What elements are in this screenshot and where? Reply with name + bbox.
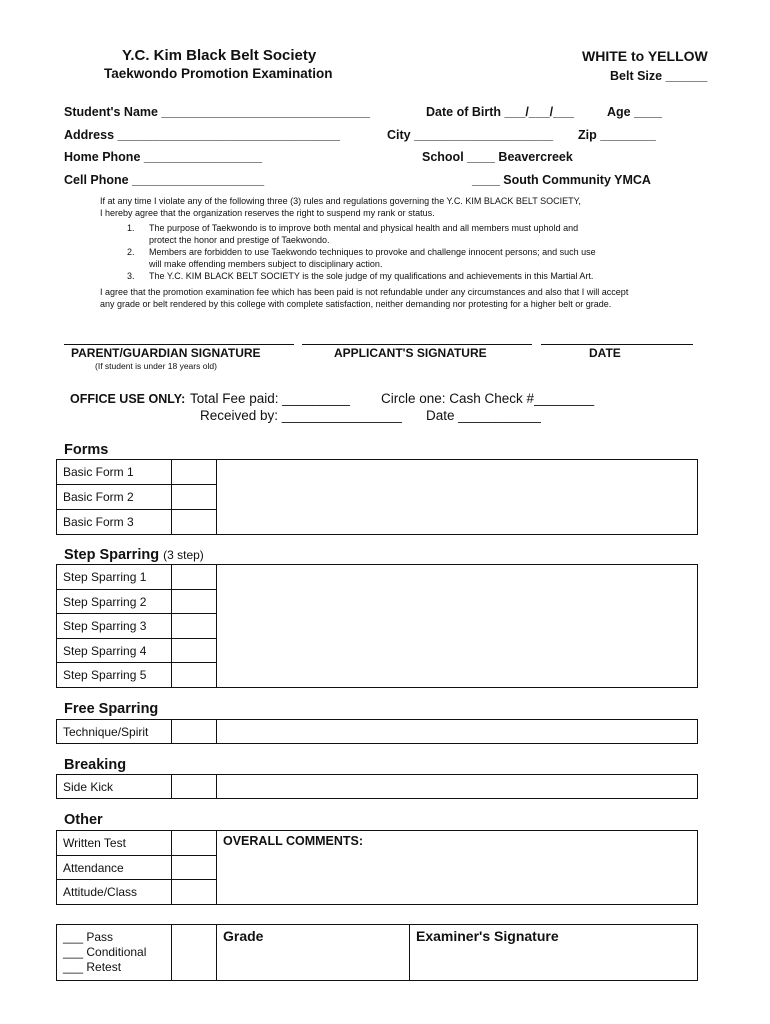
belt-rank: WHITE to YELLOW [582, 48, 708, 64]
exam-title: Taekwondo Promotion Examination [104, 66, 333, 81]
table-row-label: Step Sparring 4 [57, 639, 172, 663]
parent-signature-note: (If student is under 18 years old) [95, 361, 217, 371]
rule-text-line: The Y.C. KIM BLACK BELT SOCIETY is the sole judge of my qualifications and achievements in this Martial Art. [149, 271, 594, 281]
grade-label: Grade [223, 928, 264, 944]
rule-text-line: The purpose of Taekwondo is to improve both mental and physical health and all members must uphold and [149, 223, 579, 233]
score-cell[interactable] [172, 856, 217, 880]
breaking-section-title: Breaking [64, 757, 127, 773]
office-use-label: OFFICE USE ONLY: [70, 392, 186, 406]
table-row-label: Attitude/Class [57, 880, 172, 905]
grade-cell[interactable] [217, 925, 410, 981]
table-row-label: Step Sparring 5 [57, 663, 172, 688]
result-options-cell [57, 925, 172, 981]
step-sparring-subtitle: (3 step) [163, 548, 204, 562]
overall-comments-cell[interactable] [217, 831, 698, 905]
cell-phone-field[interactable]: Cell Phone ___________________ [64, 173, 265, 187]
result-table [56, 924, 698, 981]
score-cell[interactable] [172, 639, 217, 663]
table-row-label: Technique/Spirit [57, 720, 172, 744]
parent-signature-line[interactable] [64, 344, 294, 345]
table-row-label: Side Kick [57, 775, 172, 799]
rule-number: 1. [127, 223, 135, 233]
belt-size-field[interactable]: Belt Size ______ [610, 69, 708, 83]
fee-agreement-line-1: I agree that the promotion examination fee which has been paid is not refundable under any circumstances and also that I will accept [100, 287, 629, 297]
score-cell[interactable] [172, 831, 217, 856]
rule-text-line: protect the honor and prestige of Taekwondo. [149, 235, 330, 245]
rule-text-line: Members are forbidden to use Taekwondo techniques to provoke and challenge innocent persons; and such use [149, 247, 596, 257]
rule-text-line: will make offending members subject to disciplinary action. [149, 259, 383, 269]
step-sparring-table [56, 564, 698, 688]
payment-method-field[interactable]: Circle one: Cash Check #________ [381, 391, 595, 406]
score-cell[interactable] [172, 775, 217, 799]
score-cell[interactable] [172, 565, 217, 590]
step-sparring-title: Step Sparring [64, 547, 160, 563]
organization-title: Y.C. Kim Black Belt Society [122, 47, 317, 64]
score-cell[interactable] [172, 485, 217, 510]
table-row-label: Step Sparring 2 [57, 590, 172, 614]
breaking-table [56, 774, 698, 799]
rule-number: 3. [127, 271, 135, 281]
other-table [56, 830, 698, 905]
examiner-signature-cell[interactable] [410, 925, 698, 981]
table-row-label: Basic Form 3 [57, 510, 172, 535]
forms-table [56, 459, 698, 535]
table-row-label: Basic Form 1 [57, 460, 172, 485]
date-of-birth-field[interactable]: Date of Birth ___/___/___ [426, 105, 574, 119]
free-sparring-table [56, 719, 698, 744]
office-date-field[interactable]: Date ___________ [426, 408, 541, 423]
school-ymca-option[interactable]: ____ South Community YMCA [472, 173, 651, 187]
home-phone-field[interactable]: Home Phone _________________ [64, 150, 263, 164]
table-row-label: Attendance [57, 856, 172, 880]
date-label: DATE [589, 346, 621, 360]
total-fee-field[interactable]: Total Fee paid: _________ [190, 391, 350, 406]
agreement-intro-line-2: I hereby agree that the organization reserves the right to suspend my rank or status. [100, 208, 435, 218]
score-cell[interactable] [172, 880, 217, 905]
forms-comments-cell[interactable] [217, 460, 698, 535]
free-sparring-comments-cell[interactable] [217, 720, 698, 744]
conditional-option[interactable]: ___ Conditional [63, 945, 147, 959]
score-cell[interactable] [172, 614, 217, 639]
table-row-label: Basic Form 2 [57, 485, 172, 510]
forms-section-title: Forms [64, 442, 109, 458]
city-field[interactable]: City ____________________ [387, 128, 554, 142]
other-section-title: Other [64, 812, 103, 828]
score-cell[interactable] [172, 510, 217, 535]
table-row-label: Step Sparring 3 [57, 614, 172, 639]
free-sparring-section-title: Free Sparring [64, 701, 159, 717]
table-row-label: Step Sparring 1 [57, 565, 172, 590]
result-mark-cell[interactable] [172, 925, 217, 981]
received-by-field[interactable]: Received by: ________________ [200, 408, 402, 423]
score-cell[interactable] [172, 460, 217, 485]
score-cell[interactable] [172, 663, 217, 688]
applicant-signature-label: APPLICANT'S SIGNATURE [334, 346, 487, 360]
rule-number: 2. [127, 247, 135, 257]
step-sparring-comments-cell[interactable] [217, 565, 698, 688]
score-cell[interactable] [172, 590, 217, 614]
breaking-comments-cell[interactable] [217, 775, 698, 799]
table-row-label: Written Test [57, 831, 172, 856]
applicant-signature-line[interactable] [302, 344, 532, 345]
age-field[interactable]: Age ____ [607, 105, 662, 119]
parent-signature-label: PARENT/GUARDIAN SIGNATURE [71, 346, 261, 360]
address-field[interactable]: Address ________________________________ [64, 128, 340, 142]
pass-option[interactable]: ___ Pass [63, 930, 114, 944]
zip-field[interactable]: Zip ________ [578, 128, 656, 142]
retest-option[interactable]: ___ Retest [63, 960, 122, 974]
examiner-signature-label: Examiner's Signature [416, 928, 559, 944]
fee-agreement-line-2: any grade or belt rendered by this college with complete satisfaction, neither demanding nor protesting for a higher belt or grade. [100, 299, 612, 309]
date-signature-line[interactable] [541, 344, 693, 345]
step-sparring-section-title [64, 547, 204, 563]
agreement-intro-line-1: If at any time I violate any of the following three (3) rules and regulations governing the Y.C. KIM BLACK BELT SOCIETY, [100, 196, 581, 206]
overall-comments-label: OVERALL COMMENTS: [223, 834, 364, 848]
school-beavercreek-option[interactable]: School ____ Beavercreek [422, 150, 573, 164]
score-cell[interactable] [172, 720, 217, 744]
student-name-field[interactable]: Student's Name ______________________________ [64, 105, 370, 119]
